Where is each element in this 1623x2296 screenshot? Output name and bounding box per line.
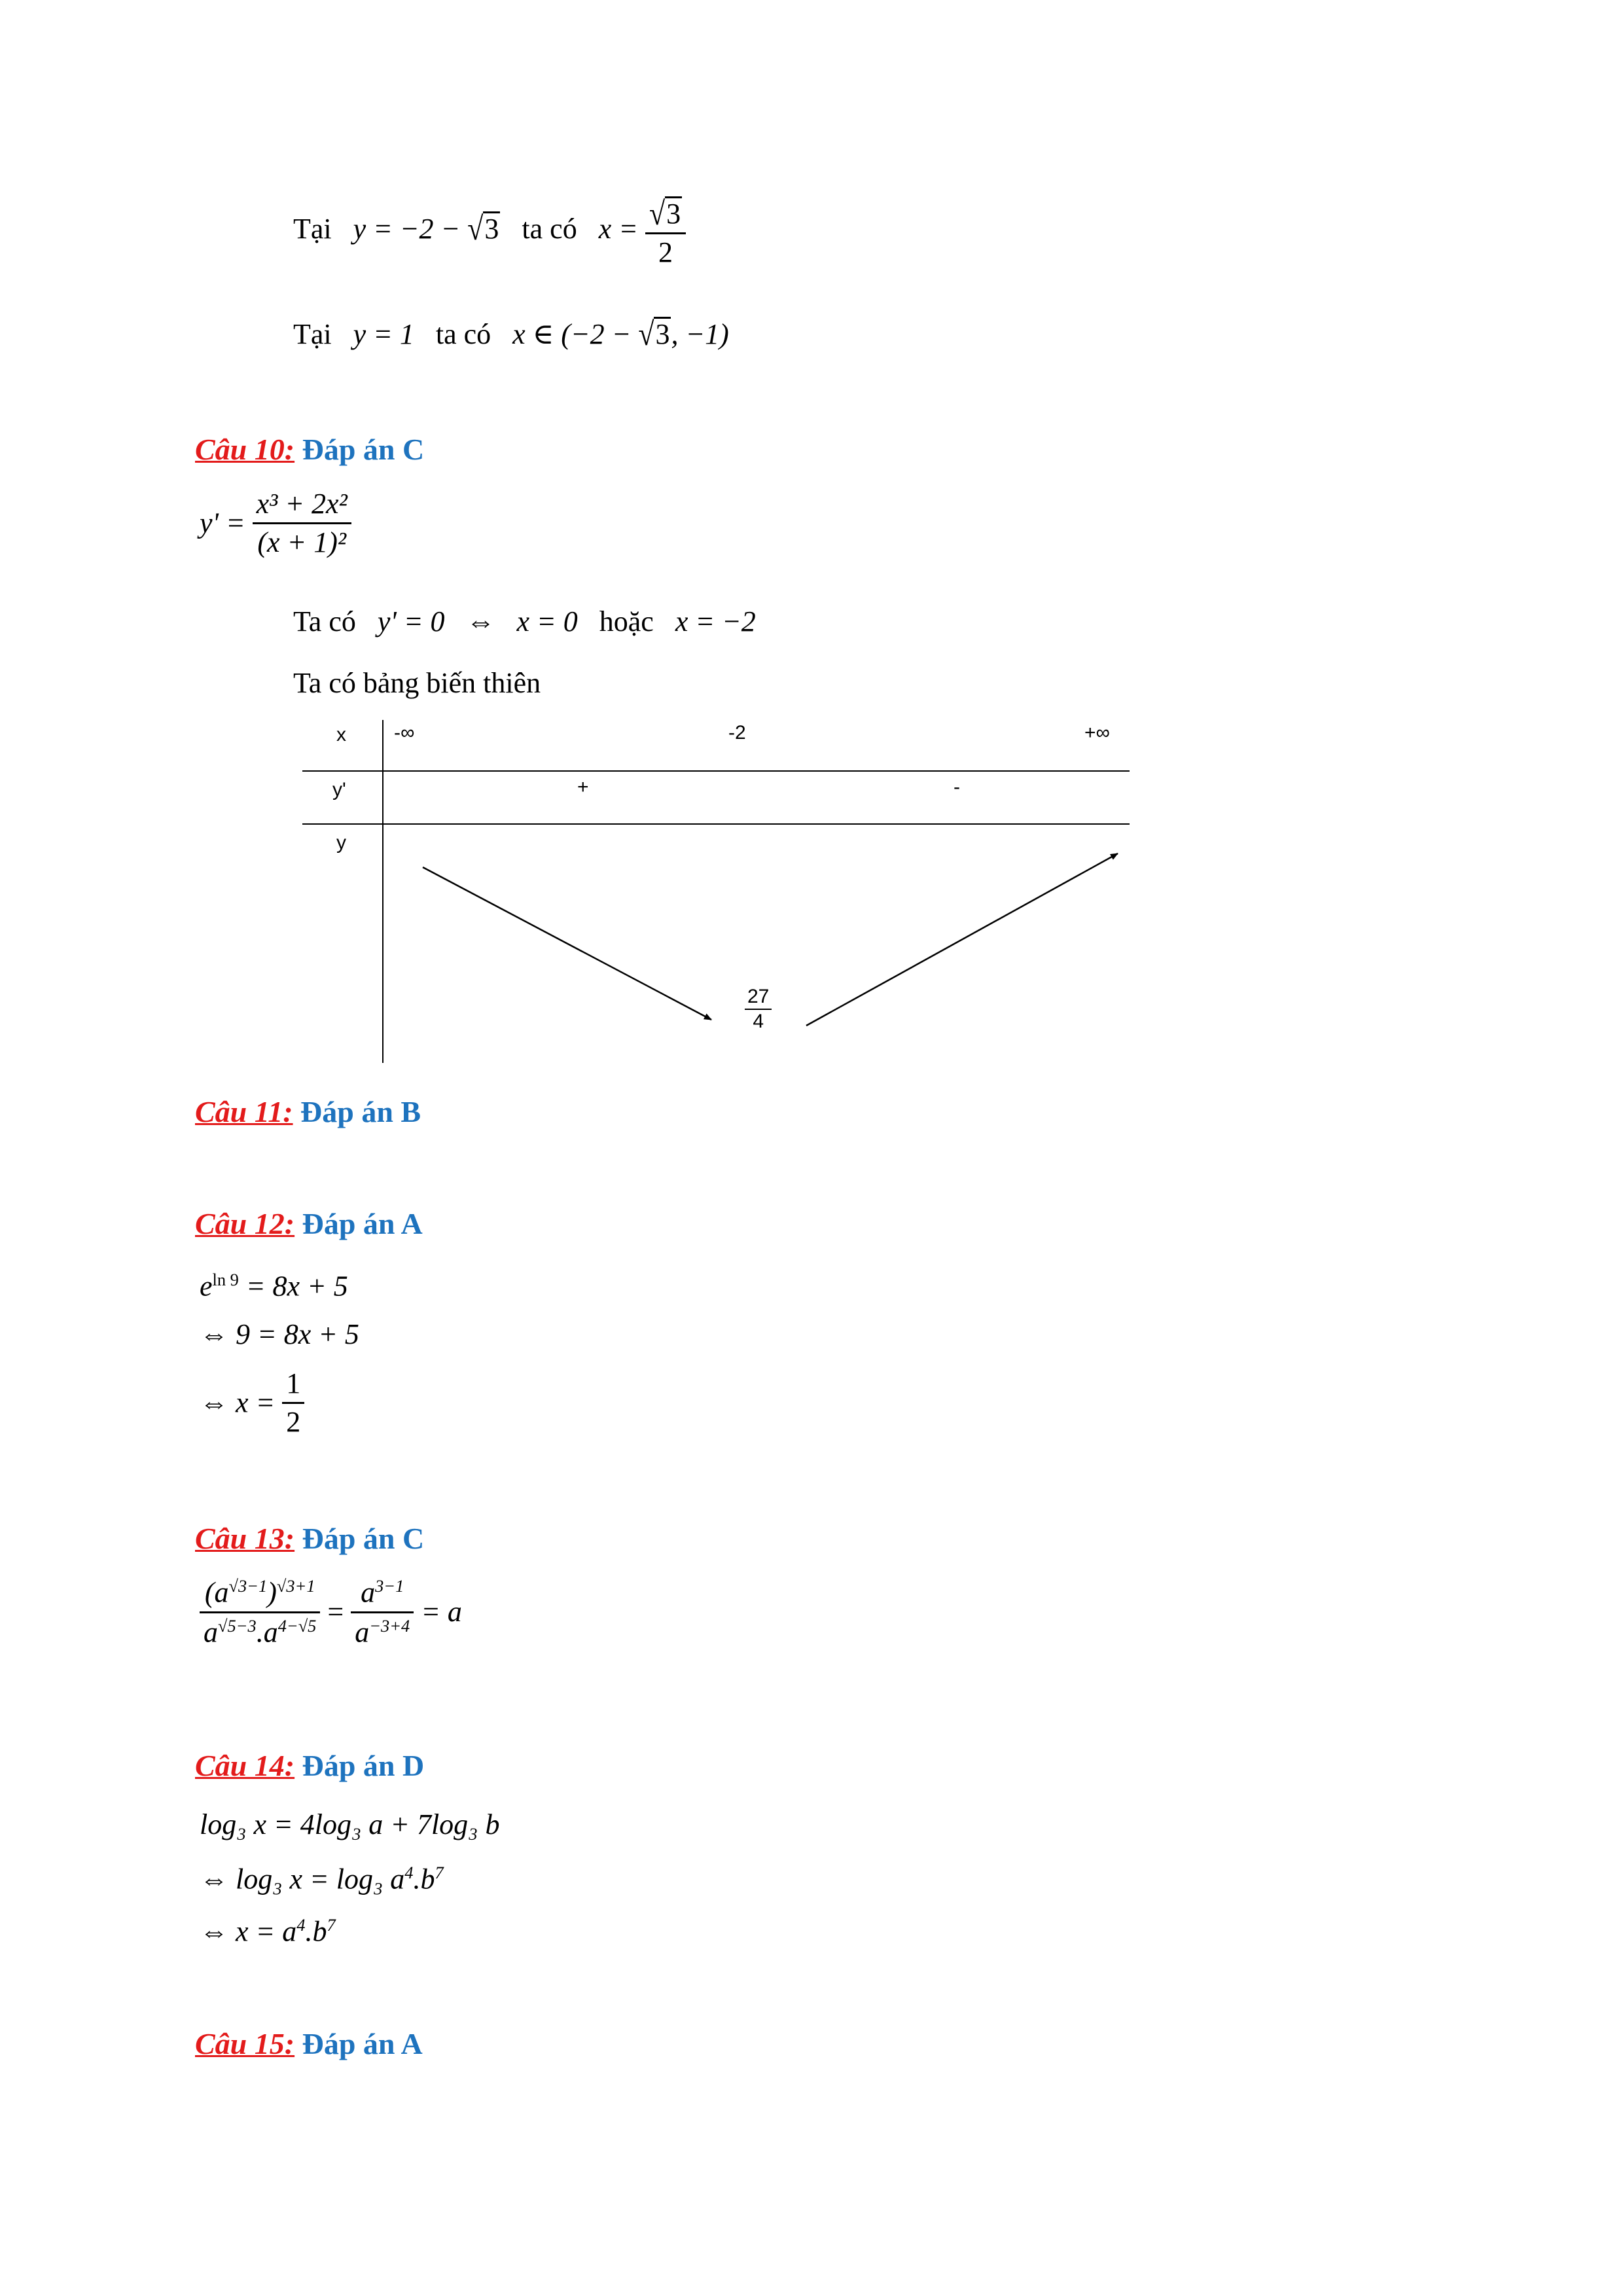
sqrt-icon: √ xyxy=(467,210,484,247)
question-12-heading xyxy=(195,1209,423,1239)
intro-line-2 xyxy=(293,315,729,353)
q14-l2-e1: 4 xyxy=(404,1863,414,1882)
q14-l2-a: ⇔ log₃ x = log₃ a xyxy=(200,1863,405,1895)
q13-den2-base: a xyxy=(355,1616,370,1649)
table-extremum xyxy=(745,987,772,1031)
question-14-answer: Đáp án D xyxy=(302,1749,425,1782)
question-12-label: Câu 12: xyxy=(195,1207,295,1240)
q13-num-2 xyxy=(351,1577,414,1613)
intro-frac-den: 2 xyxy=(658,236,673,268)
table-x-minus2: -2 xyxy=(728,722,746,744)
q10-table-caption: Ta có bảng biến thiên xyxy=(293,667,541,699)
sqrt-icon: √ xyxy=(649,195,666,232)
q14-l3-b: .b xyxy=(305,1915,327,1948)
question-11-label: Câu 11: xyxy=(195,1095,293,1128)
q10-derivative xyxy=(200,490,351,557)
intro-line-1 xyxy=(293,196,686,267)
intro-rad-2: 3 xyxy=(655,318,670,350)
q13-den2-exp: −3+4 xyxy=(369,1615,410,1636)
q10-deriv-num: x³ + 2x² xyxy=(253,490,351,524)
q12-frac-den: 2 xyxy=(286,1406,301,1438)
q13-num1-base: (a xyxy=(204,1576,229,1609)
intro-rad-1: 3 xyxy=(484,213,499,245)
question-14-heading xyxy=(195,1751,424,1781)
intro-set: x ∈ (−2 − xyxy=(512,318,639,350)
q12-base: e xyxy=(200,1270,213,1302)
question-11-answer: Đáp án B xyxy=(300,1095,421,1128)
q14-l2-e2: 7 xyxy=(435,1863,444,1882)
table-label-x: x xyxy=(336,724,346,745)
q13-num1-close: ) xyxy=(267,1576,277,1609)
q10-taco: Ta có xyxy=(293,605,356,637)
q14-l2-b: .b xyxy=(413,1863,435,1895)
q10-zero-line xyxy=(293,607,756,636)
q14-line-3 xyxy=(200,1916,336,1946)
intro-taco-1: ta có xyxy=(522,213,577,245)
q12-rest: = 8x + 5 xyxy=(238,1270,348,1302)
question-12-answer: Đáp án A xyxy=(302,1207,423,1240)
q13-frac-2 xyxy=(351,1577,414,1647)
q13-den1-a: a xyxy=(204,1616,218,1649)
q12-exp: ln 9 xyxy=(212,1270,239,1289)
q13-num1-exp: √3−1 xyxy=(228,1576,268,1596)
q10-deriv-den: (x + 1)² xyxy=(257,526,347,558)
sqrt-icon: √ xyxy=(638,315,654,353)
table-label-yprime: y' xyxy=(332,779,346,800)
intro-fraction xyxy=(645,196,686,267)
q14-l3-e2: 7 xyxy=(327,1915,336,1935)
q13-result: = a xyxy=(421,1596,462,1628)
q13-den1-exp2: 4−√5 xyxy=(277,1615,317,1636)
q13-den-2 xyxy=(351,1613,414,1647)
table-hline-2 xyxy=(302,823,1130,825)
intro-tai-2: Tại xyxy=(293,318,332,350)
q13-expression xyxy=(200,1577,462,1647)
q13-den1-b: .a xyxy=(256,1616,278,1649)
q13-frac-1 xyxy=(200,1577,320,1647)
q10-eq1: y' = 0 xyxy=(377,605,445,637)
question-13-answer: Đáp án C xyxy=(302,1522,425,1555)
q13-num2-exp: 3−1 xyxy=(375,1576,404,1596)
intro-taco-2: ta có xyxy=(435,318,491,350)
intro-y-eq-2: y = 1 xyxy=(353,318,414,350)
q14-l3-e1: 4 xyxy=(296,1915,306,1935)
question-10-heading xyxy=(195,435,424,465)
q14-line-1: log₃ x = 4log₃ a + 7log₃ b xyxy=(200,1808,500,1840)
table-hline-1 xyxy=(302,770,1130,772)
q12-frac-num: 1 xyxy=(282,1369,304,1404)
question-15-answer: Đáp án A xyxy=(302,2027,423,2060)
intro-frac-rad: 3 xyxy=(666,198,681,230)
q12-line-3 xyxy=(200,1369,304,1437)
decreasing-arrow-icon xyxy=(423,867,711,1020)
table-sign-minus: - xyxy=(954,776,960,798)
question-10-answer: Đáp án C xyxy=(302,433,425,466)
question-13-label: Câu 13: xyxy=(195,1522,295,1555)
table-x-pos-inf: +∞ xyxy=(1084,722,1110,744)
q13-num-1 xyxy=(200,1577,320,1613)
q13-den-1 xyxy=(200,1613,320,1647)
question-15-heading xyxy=(195,2029,423,2059)
q12-line-2: ⇔ 9 = 8x + 5 xyxy=(200,1318,359,1350)
increasing-arrow-icon xyxy=(806,853,1118,1026)
table-label-y: y xyxy=(336,832,346,853)
question-15-label: Câu 15: xyxy=(195,2027,295,2060)
table-extremum-den: 4 xyxy=(753,1011,764,1032)
q13-eq: = xyxy=(327,1596,344,1628)
q10-hoac: hoặc xyxy=(599,605,654,637)
q14-line-2 xyxy=(200,1864,444,1894)
q10-deriv-lhs: y' = xyxy=(200,507,245,539)
intro-tai-1: Tại xyxy=(293,213,332,245)
iff-icon: ⇔ xyxy=(466,605,495,637)
q13-num2-base: a xyxy=(361,1576,376,1609)
table-vline xyxy=(382,720,383,1063)
q10-eq3: x = −2 xyxy=(675,605,756,637)
q13-num1-outer: √3+1 xyxy=(276,1576,315,1596)
q14-l3-a: ⇔ x = a xyxy=(200,1915,297,1948)
q10-deriv-frac xyxy=(253,490,351,557)
intro-set-tail: , −1) xyxy=(671,318,729,350)
table-x-neg-inf: -∞ xyxy=(394,722,415,744)
table-extremum-num: 27 xyxy=(745,987,772,1010)
question-14-label: Câu 14: xyxy=(195,1749,295,1782)
question-13-heading xyxy=(195,1524,424,1554)
table-sign-plus: + xyxy=(577,776,589,798)
q13-den1-exp1: √5−3 xyxy=(218,1615,257,1636)
question-11-heading xyxy=(195,1097,421,1127)
q12-l3-lhs: ⇔ x = xyxy=(200,1386,276,1419)
intro-x-eq-1: x = xyxy=(598,213,638,245)
question-10-label: Câu 10: xyxy=(195,433,295,466)
intro-y-eq-1: y = −2 − xyxy=(353,213,468,245)
q12-frac xyxy=(282,1369,304,1437)
q10-eq2: x = 0 xyxy=(516,605,578,637)
q12-line-1 xyxy=(200,1271,348,1301)
